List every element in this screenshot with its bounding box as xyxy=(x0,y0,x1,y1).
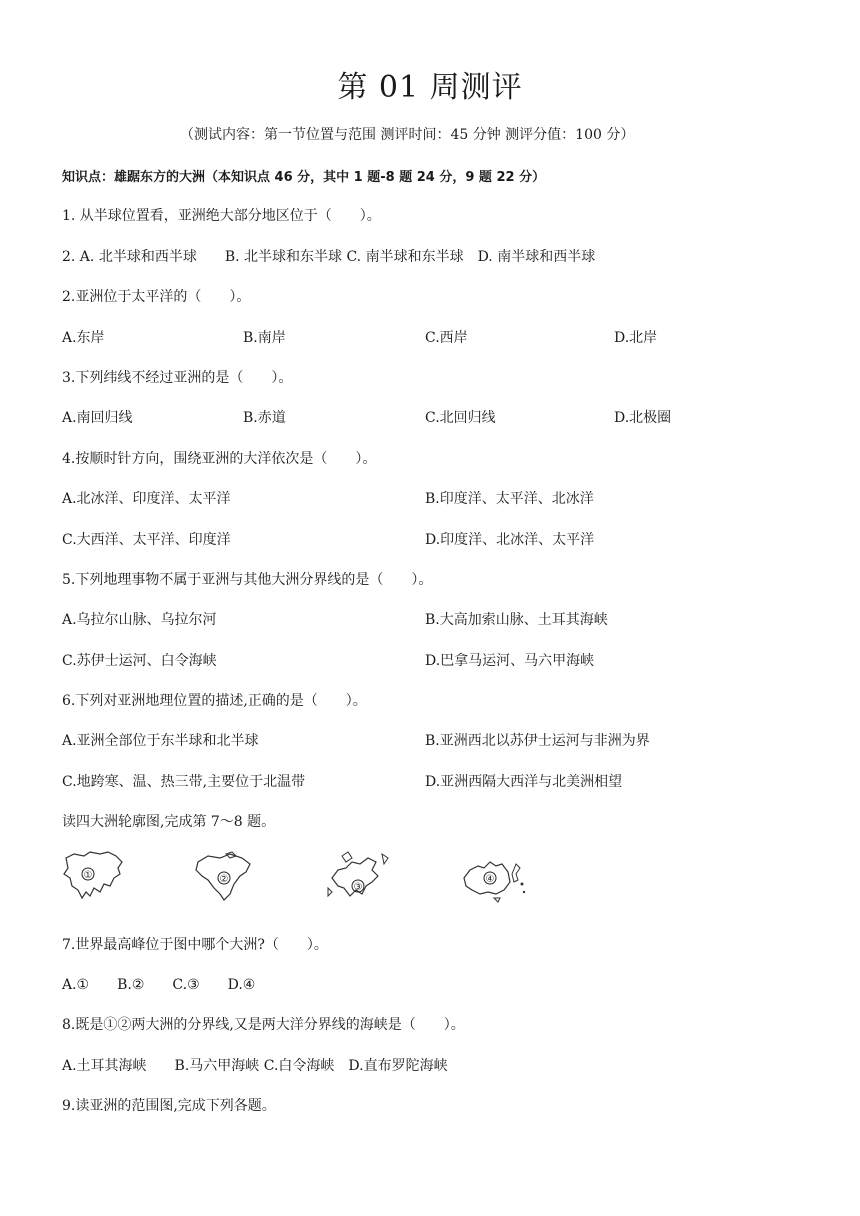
continent-map-1-label: ① xyxy=(83,870,93,881)
continent-map-3 xyxy=(322,848,396,908)
question-9-stem: 9.读亚洲的范围图,完成下列各题。 xyxy=(62,1098,276,1114)
question-2-option-d: D.北岸 xyxy=(614,330,658,346)
page-title: 第 01 周测评 xyxy=(337,70,523,105)
question-8-options: A.土耳其海峡 B.马六甲海峡 C.白令海峡 D.直布罗陀海峡 xyxy=(62,1058,448,1074)
question-8-stem: 8.既是①②两大洲的分界线,又是两大洋分界线的海峡是（ ）。 xyxy=(62,1017,465,1033)
question-2-option-c: C.西岸 xyxy=(425,330,468,346)
continent-outline-maps xyxy=(60,848,560,908)
question-5-option-d: D.巴拿马运河、马六甲海峡 xyxy=(425,653,595,669)
continent-map-3-label: ③ xyxy=(353,882,363,893)
question-2-option-b: B.南岸 xyxy=(243,330,286,346)
question-6-option-a: A.亚洲全部位于东半球和北半球 xyxy=(62,733,259,749)
question-2-stem: 2.亚洲位于太平洋的（ ）。 xyxy=(62,289,251,305)
question-1-options: 2. A. 北半球和西半球 B. 北半球和东半球 C. 南半球和东半球 D. 南半球和西半球 xyxy=(62,249,596,265)
question-2-option-a: A.东岸 xyxy=(62,330,105,346)
question-6-option-d: D.亚洲西隔大西洋与北美洲相望 xyxy=(425,774,623,790)
question-3-option-a: A.南回归线 xyxy=(62,410,133,426)
question-5-stem: 5.下列地理事物不属于亚洲与其他大洲分界线的是（ ）。 xyxy=(62,572,433,588)
map-instruction: 读四大洲轮廓图,完成第 7～8 题。 xyxy=(62,814,276,830)
question-4-stem: 4.按顺时针方向，围绕亚洲的大洋依次是（ ）。 xyxy=(62,451,377,467)
question-6-stem: 6.下列对亚洲地理位置的描述,正确的是（ ）。 xyxy=(62,693,367,709)
question-5-option-c: C.苏伊士运河、白令海峡 xyxy=(62,653,217,669)
continent-map-4-label: ④ xyxy=(485,874,495,885)
question-4-option-b: B.印度洋、太平洋、北冰洋 xyxy=(425,491,594,507)
test-info: （测试内容：第一节位置与范围 测评时间：45 分钟 测评分值：100 分） xyxy=(180,127,635,143)
continent-map-2 xyxy=(190,850,260,908)
question-7-stem: 7.世界最高峰位于图中哪个大洲?（ ）。 xyxy=(62,937,328,953)
continent-map-4 xyxy=(456,852,528,904)
question-5-option-a: A.乌拉尔山脉、乌拉尔河 xyxy=(62,612,217,628)
question-4-option-d: D.印度洋、北冰洋、太平洋 xyxy=(425,532,595,548)
question-1-stem: 1. 从半球位置看，亚洲绝大部分地区位于（ ）。 xyxy=(62,208,381,224)
question-4-option-a: A.北冰洋、印度洋、太平洋 xyxy=(62,491,231,507)
continent-map-2-label: ② xyxy=(219,874,229,885)
question-3-stem: 3.下列纬线不经过亚洲的是（ ）。 xyxy=(62,370,293,386)
question-3-option-c: C.北回归线 xyxy=(425,410,496,426)
question-5-option-b: B.大高加索山脉、土耳其海峡 xyxy=(425,612,608,628)
question-3-option-d: D.北极圈 xyxy=(614,410,672,426)
question-6-option-b: B.亚洲西北以苏伊士运河与非洲为界 xyxy=(425,733,650,749)
question-4-option-c: C.大西洋、太平洋、印度洋 xyxy=(62,532,231,548)
question-6-option-c: C.地跨寒、温、热三带,主要位于北温带 xyxy=(62,774,306,790)
question-7-options: A.① B.② C.③ D.④ xyxy=(62,977,256,993)
question-3-option-b: B.赤道 xyxy=(243,410,286,426)
knowledge-point-heading: 知识点：雄踞东方的大洲（本知识点 46 分，其中 1 题-8 题 24 分，9 题 22 分） xyxy=(62,170,546,185)
continent-map-1 xyxy=(60,848,126,904)
